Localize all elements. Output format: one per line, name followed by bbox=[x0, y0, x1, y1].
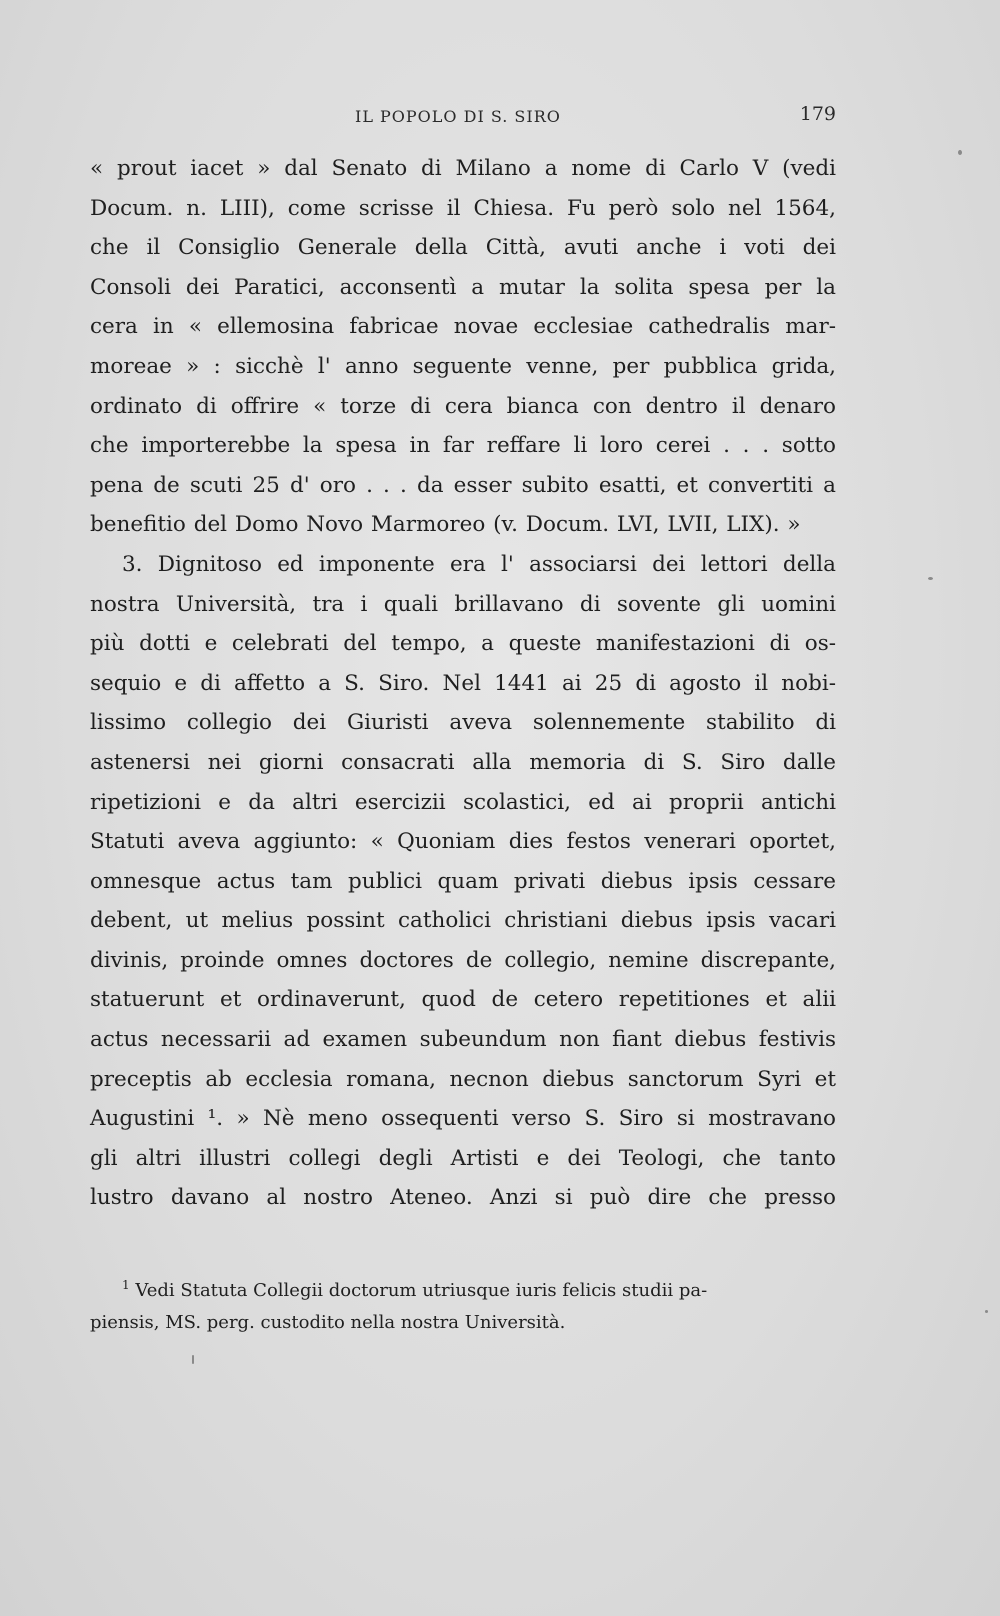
text-line: ordinato di offrire « torze di cera bianca con dentro il denaro bbox=[90, 393, 836, 419]
text-line: pena de scuti 25 d' oro . . . da esser subito esatti, et convertiti a bbox=[90, 472, 836, 498]
text-line: Augustini ¹. » Nè meno ossequenti verso S. Siro si mostravano bbox=[90, 1106, 836, 1132]
paper-speck bbox=[928, 577, 933, 580]
paper-speck bbox=[192, 1355, 194, 1364]
paper-speck bbox=[958, 150, 962, 155]
paragraph-start-line: 3. Dignitoso ed imponente era l' associarsi dei lettori della bbox=[122, 551, 836, 577]
footnote-line: piensis, MS. perg. custodito nella nostra Università. bbox=[90, 1312, 566, 1333]
text-line: debent, ut melius possint catholici christiani diebus ipsis vacari bbox=[90, 908, 836, 934]
text-line: astenersi nei giorni consacrati alla memoria di S. Siro dalle bbox=[90, 749, 836, 775]
text-line: « prout iacet » dal Senato di Milano a nome di Carlo V (vedi bbox=[90, 156, 836, 181]
text-line: divinis, proinde omnes doctores de collegio, nemine discrepante, bbox=[90, 947, 836, 973]
text-line: omnesque actus tam publici quam privati diebus ipsis cessare bbox=[90, 868, 836, 894]
text-line: Consoli dei Paratici, acconsentì a mutar la solita spesa per la bbox=[90, 274, 836, 300]
text-line: lustro davano al nostro Ateneo. Anzi si può dire che presso bbox=[90, 1185, 836, 1211]
paper-speck bbox=[985, 1310, 988, 1313]
text-line: ripetizioni e da altri esercizii scolastici, ed ai proprii antichi bbox=[90, 789, 836, 815]
page-number: 179 bbox=[799, 103, 836, 125]
text-line: preceptis ab ecclesia romana, necnon diebus sanctorum Syri et bbox=[90, 1066, 836, 1092]
text-line: nostra Università, tra i quali brillavano di sovente gli uomini bbox=[90, 591, 836, 617]
text-line: Docum. n. LIII), come scrisse il Chiesa. Fu però solo nel 1564, bbox=[90, 195, 836, 221]
text-line: moreae » : sicchè l' anno seguente venne, per pubblica grida, bbox=[90, 353, 836, 379]
footnote-marker: 1 bbox=[122, 1278, 130, 1292]
text-line: cera in « ellemosina fabricae novae ecclesiae cathedralis mar- bbox=[90, 314, 836, 340]
page-header bbox=[90, 103, 836, 133]
text-line: che il Consiglio Generale della Città, avuti anche i voti dei bbox=[90, 235, 836, 261]
text-line: actus necessarii ad examen subeundum non fiant diebus festivis bbox=[90, 1027, 836, 1053]
text-line: che importerebbe la spesa in far reffare li loro cerei . . . sotto bbox=[90, 433, 836, 459]
text-line: più dotti e celebrati del tempo, a queste manifestazioni di os- bbox=[90, 631, 836, 657]
footnote bbox=[90, 1275, 836, 1339]
text-line: benefitio del Domo Novo Marmoreo (v. Docum. LVI, LVII, LIX). » bbox=[90, 512, 801, 538]
text-line: lissimo collegio dei Giuristi aveva solennemente stabilito di bbox=[90, 710, 836, 736]
footnote-line bbox=[90, 1275, 836, 1307]
footnote-text: Vedi Statuta Collegii doctorum utriusque iuris felicis studii pa- bbox=[135, 1280, 708, 1301]
text-line: statuerunt et ordinaverunt, quod de cetero repetitiones et alii bbox=[90, 987, 836, 1013]
body-text bbox=[90, 149, 836, 1218]
text-line: gli altri illustri collegi degli Artisti e dei Teologi, che tanto bbox=[90, 1145, 836, 1171]
text-line: sequio e di affetto a S. Siro. Nel 1441 ai 25 di agosto il nobi- bbox=[90, 670, 836, 696]
text-line: Statuti aveva aggiunto: « Quoniam dies festos venerari oportet, bbox=[90, 829, 836, 855]
running-title: IL POPOLO DI S. SIRO bbox=[355, 107, 561, 126]
